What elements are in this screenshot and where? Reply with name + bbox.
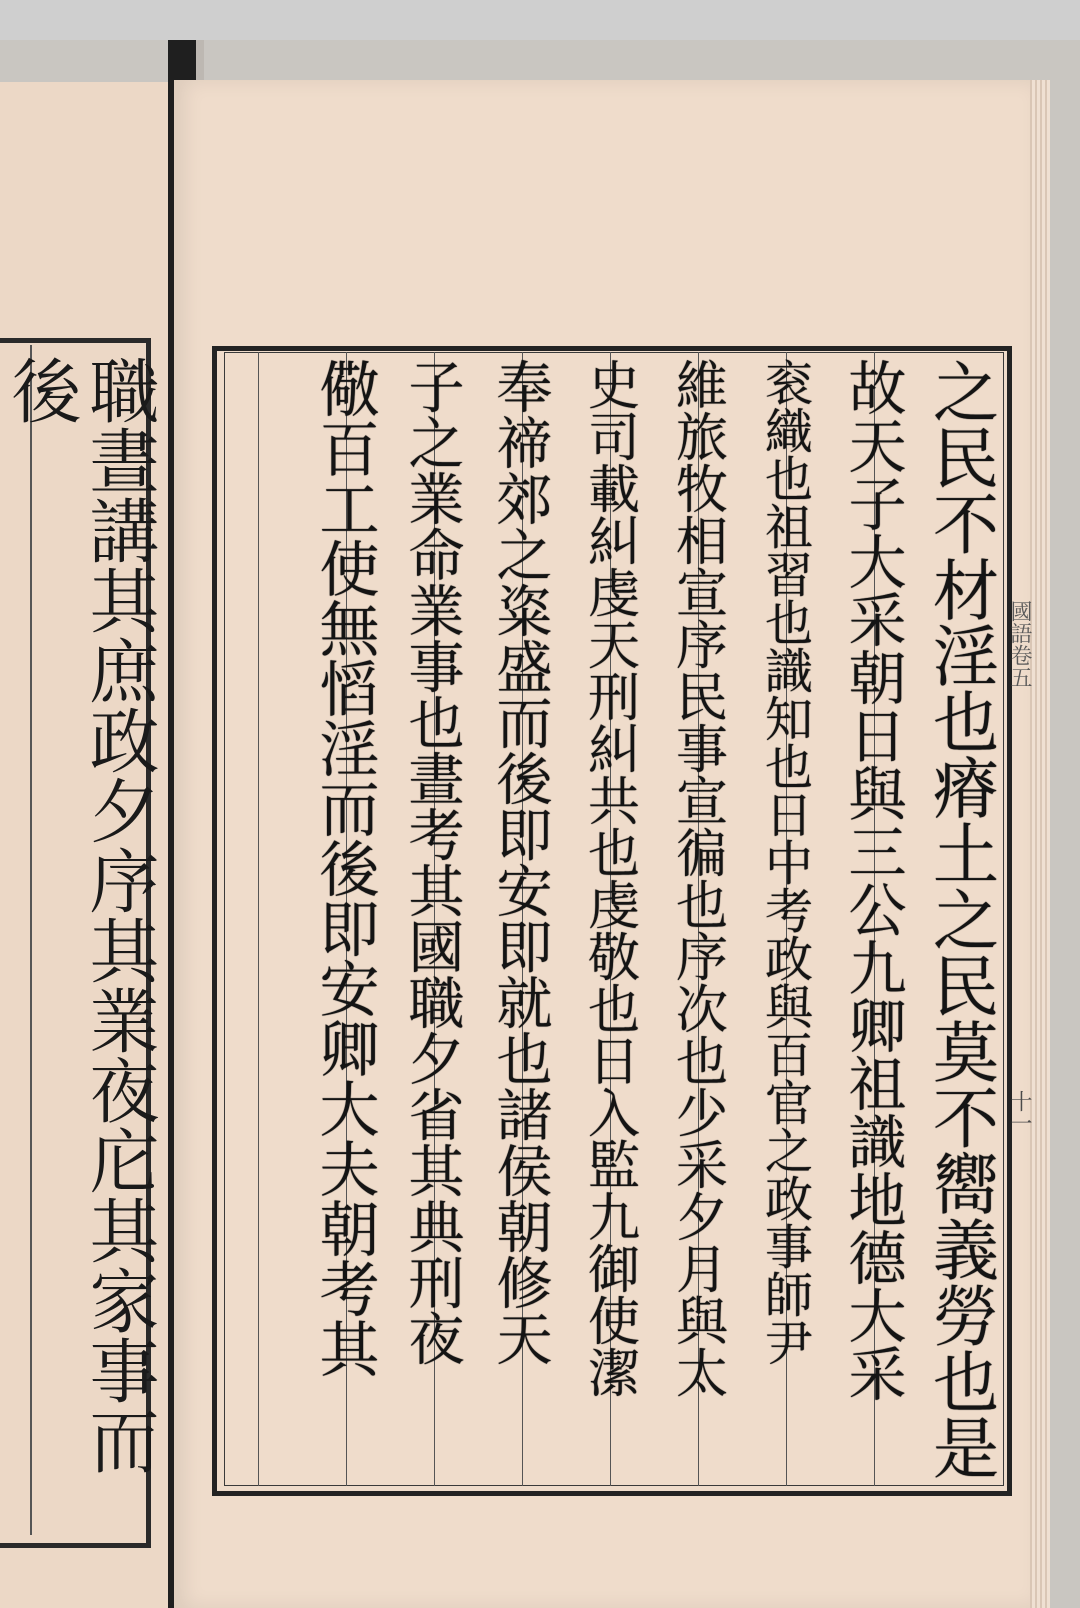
fish-tail-title: 國語卷五 (1007, 600, 1032, 688)
page-stack-edge (1030, 80, 1050, 1608)
left-page-column-text: 職晝講其庶政夕序其業夜庀其家事而後 (0, 355, 160, 1475)
text-column-7: 子之業命業事也晝考其國職夕省其典刑夜 (399, 358, 465, 1366)
folio-number: 十一 (1007, 1090, 1032, 1134)
text-column-6: 奉禘郊之粢盛而後即安即就也諸侯朝修天 (487, 358, 553, 1366)
text-column-5: 史司載糾虔天刑糾共也虔敬也日入監九御使潔 (578, 358, 639, 1398)
text-column-1: 之民不材淫也瘠土之民莫不嚮義勞也是 (921, 358, 999, 1480)
text-column-3: 衮織也祖習也識知也日中考政與百官之政事師尹 (756, 358, 813, 1366)
text-column-2: 故天子大采朝日與三公九卿祖識地德大采 (838, 358, 907, 1402)
left-page-column (0, 355, 160, 1525)
scan-top-band (0, 0, 1080, 40)
text-column-4: 維旅牧相宣序民事宣徧也序次也少采夕月與太 (666, 358, 727, 1398)
text-column-8: 儆百工使無慆淫而後即安卿大夫朝考其 (309, 358, 380, 1378)
